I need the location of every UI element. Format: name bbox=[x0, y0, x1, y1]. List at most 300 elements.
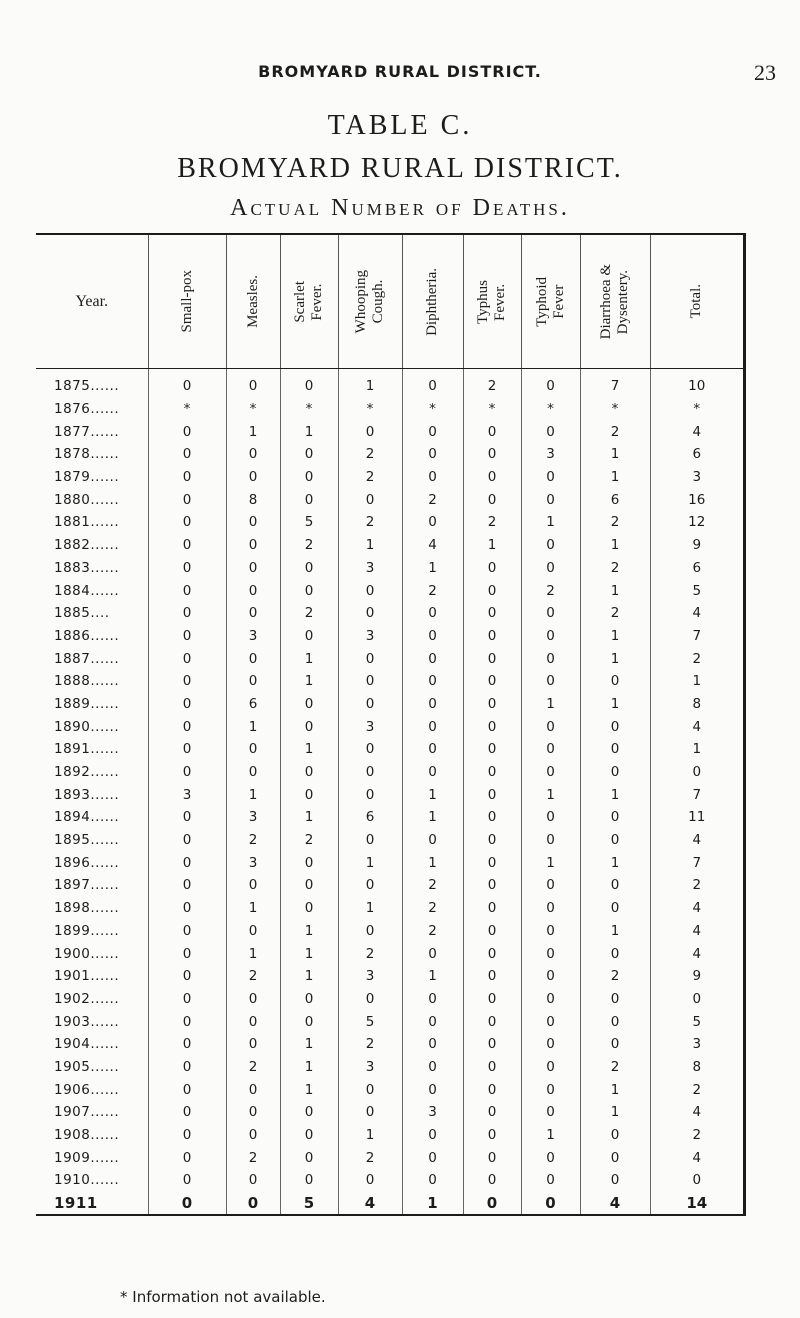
cell-smallpox: 0 bbox=[148, 1078, 226, 1101]
cell-total: 9 bbox=[692, 537, 702, 554]
table-row bbox=[36, 1033, 743, 1056]
cell-scarlet: 1 bbox=[280, 942, 338, 965]
cell-total: 11 bbox=[688, 809, 706, 826]
cell-year: 1877...... bbox=[36, 420, 148, 443]
cell-typhus: 0 bbox=[463, 1169, 521, 1192]
cell-total: 3 bbox=[692, 1036, 702, 1053]
cell-measles: 0 bbox=[226, 670, 280, 693]
cell-diphtheria: 0 bbox=[402, 1078, 463, 1101]
cell-year: 1882...... bbox=[36, 534, 148, 557]
cell-whooping: 2 bbox=[338, 1033, 402, 1056]
cell-measles: 8 bbox=[226, 488, 280, 511]
cell-scarlet: 0 bbox=[280, 466, 338, 489]
cell-scarlet: 0 bbox=[280, 443, 338, 466]
cell-typhoid: 0 bbox=[521, 920, 580, 943]
cell-diarrhoea: 0 bbox=[580, 942, 650, 965]
cell-typhoid: 0 bbox=[521, 466, 580, 489]
cell-typhoid: 0 bbox=[521, 1101, 580, 1124]
cell-year: 1911 bbox=[36, 1192, 148, 1215]
cell-diarrhoea: 2 bbox=[580, 557, 650, 580]
cell-year: 1878...... bbox=[36, 443, 148, 466]
table-row bbox=[36, 534, 743, 557]
table-subtitle: Actual Number of Deaths. bbox=[230, 195, 570, 221]
cell-typhoid: 0 bbox=[521, 1056, 580, 1079]
table-row bbox=[36, 829, 743, 852]
cell-typhus: 0 bbox=[463, 1033, 521, 1056]
cell-typhus: 0 bbox=[463, 693, 521, 716]
footnote: * Information not available. bbox=[120, 1288, 326, 1306]
cell-diarrhoea: 0 bbox=[580, 806, 650, 829]
cell-measles: 3 bbox=[226, 806, 280, 829]
cell-diphtheria: * bbox=[402, 398, 463, 421]
cell-total: 5 bbox=[692, 582, 702, 599]
cell-diarrhoea: 2 bbox=[580, 1056, 650, 1079]
cell-total: 4 bbox=[692, 1149, 702, 1166]
cell-scarlet: 0 bbox=[280, 851, 338, 874]
header-year: Year. bbox=[36, 235, 148, 369]
cell-total: 9 bbox=[692, 968, 702, 985]
cell-diarrhoea: 1 bbox=[580, 783, 650, 806]
cell-total: 4 bbox=[692, 1104, 702, 1121]
cell-typhus: 0 bbox=[463, 625, 521, 648]
cell-typhus: 2 bbox=[463, 369, 521, 398]
cell-total: 5 bbox=[692, 1013, 702, 1030]
cell-whooping: 0 bbox=[338, 874, 402, 897]
cell-scarlet: 2 bbox=[280, 534, 338, 557]
cell-total: 10 bbox=[688, 378, 706, 395]
cell-measles: 1 bbox=[226, 783, 280, 806]
cell-year: 1899...... bbox=[36, 920, 148, 943]
cell-diphtheria: 2 bbox=[402, 897, 463, 920]
cell-scarlet: 1 bbox=[280, 965, 338, 988]
cell-whooping: 4 bbox=[338, 1192, 402, 1215]
table-row bbox=[36, 557, 743, 580]
cell-measles: 0 bbox=[226, 443, 280, 466]
cell-diphtheria: 1 bbox=[402, 965, 463, 988]
cell-whooping: 0 bbox=[338, 920, 402, 943]
cell-whooping: * bbox=[338, 398, 402, 421]
cell-diarrhoea: 0 bbox=[580, 761, 650, 784]
cell-measles: 0 bbox=[226, 1010, 280, 1033]
table-row bbox=[36, 1010, 743, 1033]
cell-total: 0 bbox=[692, 764, 702, 781]
cell-diarrhoea: 1 bbox=[580, 647, 650, 670]
cell-smallpox: 0 bbox=[148, 874, 226, 897]
cell-typhus: 0 bbox=[463, 1101, 521, 1124]
cell-diarrhoea: 0 bbox=[580, 897, 650, 920]
cell-typhoid: 0 bbox=[521, 557, 580, 580]
table-row bbox=[36, 1124, 743, 1147]
cell-diphtheria: 0 bbox=[402, 1010, 463, 1033]
cell-smallpox: 3 bbox=[148, 783, 226, 806]
cell-measles: 1 bbox=[226, 715, 280, 738]
cell-measles: 0 bbox=[226, 534, 280, 557]
cell-diarrhoea: 2 bbox=[580, 420, 650, 443]
table-row bbox=[36, 1101, 743, 1124]
cell-diphtheria: 0 bbox=[402, 1124, 463, 1147]
cell-smallpox: 0 bbox=[148, 1146, 226, 1169]
cell-year: 1894...... bbox=[36, 806, 148, 829]
cell-measles: 0 bbox=[226, 369, 280, 398]
cell-total: 7 bbox=[692, 854, 702, 871]
cell-measles: 0 bbox=[226, 1101, 280, 1124]
cell-smallpox: 0 bbox=[148, 534, 226, 557]
cell-diarrhoea: 1 bbox=[580, 443, 650, 466]
cell-diarrhoea: 0 bbox=[580, 715, 650, 738]
cell-smallpox: 0 bbox=[148, 1033, 226, 1056]
cell-smallpox: 0 bbox=[148, 443, 226, 466]
cell-total: 4 bbox=[692, 900, 702, 917]
cell-typhoid: 1 bbox=[521, 783, 580, 806]
cell-whooping: 0 bbox=[338, 761, 402, 784]
cell-total: 16 bbox=[688, 491, 706, 508]
cell-diarrhoea: 0 bbox=[580, 988, 650, 1011]
cell-diphtheria: 1 bbox=[402, 783, 463, 806]
cell-year: 1880...... bbox=[36, 488, 148, 511]
cell-smallpox: 0 bbox=[148, 557, 226, 580]
header-diphtheria-label: Diphtheria. bbox=[424, 267, 440, 336]
cell-typhus: 1 bbox=[463, 534, 521, 557]
cell-diphtheria: 0 bbox=[402, 942, 463, 965]
header-typhus-label-1: Typhus bbox=[475, 279, 491, 324]
cell-typhus: 0 bbox=[463, 874, 521, 897]
cell-whooping: 0 bbox=[338, 647, 402, 670]
cell-diarrhoea: 1 bbox=[580, 851, 650, 874]
cell-typhus: 0 bbox=[463, 579, 521, 602]
cell-diarrhoea: 1 bbox=[580, 920, 650, 943]
cell-year: 1907...... bbox=[36, 1101, 148, 1124]
header-smallpox bbox=[148, 235, 226, 369]
table-label: TABLE C. bbox=[327, 110, 473, 141]
cell-scarlet: 0 bbox=[280, 897, 338, 920]
cell-smallpox: 0 bbox=[148, 761, 226, 784]
cell-measles: 6 bbox=[226, 693, 280, 716]
cell-measles: 1 bbox=[226, 942, 280, 965]
cell-year: 1891...... bbox=[36, 738, 148, 761]
cell-typhoid: 0 bbox=[521, 488, 580, 511]
header-whooping-label-2: Cough. bbox=[370, 279, 386, 324]
header-whooping-label-1: Whooping bbox=[353, 269, 369, 334]
cell-scarlet: * bbox=[280, 398, 338, 421]
cell-year: 1889...... bbox=[36, 693, 148, 716]
cell-typhus: 0 bbox=[463, 761, 521, 784]
cell-typhus: 0 bbox=[463, 715, 521, 738]
cell-scarlet: 0 bbox=[280, 369, 338, 398]
cell-total: 12 bbox=[688, 514, 706, 531]
cell-scarlet: 1 bbox=[280, 1078, 338, 1101]
cell-diphtheria: 4 bbox=[402, 534, 463, 557]
cell-year: 1898...... bbox=[36, 897, 148, 920]
cell-total: * bbox=[693, 401, 701, 418]
header-typhus bbox=[463, 235, 521, 369]
cell-year: 1884...... bbox=[36, 579, 148, 602]
cell-year: 1893...... bbox=[36, 783, 148, 806]
cell-typhoid: 0 bbox=[521, 534, 580, 557]
cell-typhoid: 3 bbox=[521, 443, 580, 466]
cell-typhoid: 1 bbox=[521, 693, 580, 716]
cell-diphtheria: 0 bbox=[402, 715, 463, 738]
cell-measles: 0 bbox=[226, 602, 280, 625]
cell-year: 1881...... bbox=[36, 511, 148, 534]
cell-typhoid: 0 bbox=[521, 420, 580, 443]
cell-diphtheria: 0 bbox=[402, 511, 463, 534]
cell-scarlet: 1 bbox=[280, 1033, 338, 1056]
cell-diarrhoea: 0 bbox=[580, 874, 650, 897]
cell-total: 2 bbox=[692, 650, 702, 667]
cell-diphtheria: 0 bbox=[402, 602, 463, 625]
cell-year: 1876...... bbox=[36, 398, 148, 421]
cell-diarrhoea: 6 bbox=[580, 488, 650, 511]
header-measles bbox=[226, 235, 280, 369]
cell-diphtheria: 1 bbox=[402, 806, 463, 829]
cell-total: 8 bbox=[692, 695, 702, 712]
cell-diphtheria: 0 bbox=[402, 988, 463, 1011]
cell-whooping: 0 bbox=[338, 602, 402, 625]
table-row bbox=[36, 466, 743, 489]
cell-scarlet: 0 bbox=[280, 1101, 338, 1124]
cell-total: 4 bbox=[692, 922, 702, 939]
cell-year: 1886...... bbox=[36, 625, 148, 648]
cell-measles: 2 bbox=[226, 1146, 280, 1169]
cell-smallpox: 0 bbox=[148, 1124, 226, 1147]
cell-scarlet: 0 bbox=[280, 874, 338, 897]
header-row bbox=[36, 235, 743, 369]
cell-diarrhoea: 1 bbox=[580, 534, 650, 557]
cell-diphtheria: 1 bbox=[402, 557, 463, 580]
cell-smallpox: * bbox=[148, 398, 226, 421]
district-title: BROMYARD RURAL DISTRICT. bbox=[177, 153, 623, 184]
cell-typhus: 0 bbox=[463, 851, 521, 874]
header-typhoid-label-2: Fever bbox=[550, 284, 567, 319]
cell-scarlet: 0 bbox=[280, 783, 338, 806]
table-row bbox=[36, 874, 743, 897]
table-body bbox=[36, 369, 743, 1215]
cell-diarrhoea: 2 bbox=[580, 511, 650, 534]
table-row bbox=[36, 443, 743, 466]
table-row bbox=[36, 647, 743, 670]
cell-diarrhoea: 0 bbox=[580, 1124, 650, 1147]
table-row bbox=[36, 420, 743, 443]
cell-whooping: 0 bbox=[338, 1101, 402, 1124]
cell-whooping: 6 bbox=[338, 806, 402, 829]
cell-scarlet: 0 bbox=[280, 579, 338, 602]
cell-year: 1887...... bbox=[36, 647, 148, 670]
cell-smallpox: 0 bbox=[148, 1101, 226, 1124]
cell-measles: 1 bbox=[226, 420, 280, 443]
cell-year: 1896...... bbox=[36, 851, 148, 874]
cell-smallpox: 0 bbox=[148, 693, 226, 716]
cell-typhus: 2 bbox=[463, 511, 521, 534]
table-row bbox=[36, 988, 743, 1011]
cell-typhoid: 0 bbox=[521, 874, 580, 897]
cell-year: 1904...... bbox=[36, 1033, 148, 1056]
cell-whooping: 1 bbox=[338, 1124, 402, 1147]
cell-measles: 0 bbox=[226, 579, 280, 602]
cell-measles: 1 bbox=[226, 897, 280, 920]
cell-whooping: 2 bbox=[338, 1146, 402, 1169]
cell-diarrhoea: 0 bbox=[580, 1169, 650, 1192]
cell-scarlet: 0 bbox=[280, 557, 338, 580]
cell-typhus: 0 bbox=[463, 466, 521, 489]
cell-diphtheria: 2 bbox=[402, 920, 463, 943]
cell-typhus: 0 bbox=[463, 988, 521, 1011]
cell-diarrhoea: 1 bbox=[580, 625, 650, 648]
cell-measles: 0 bbox=[226, 874, 280, 897]
cell-total: 3 bbox=[692, 469, 702, 486]
cell-typhoid: 0 bbox=[521, 897, 580, 920]
cell-whooping: 0 bbox=[338, 693, 402, 716]
cell-typhus: 0 bbox=[463, 1078, 521, 1101]
cell-whooping: 1 bbox=[338, 534, 402, 557]
cell-whooping: 0 bbox=[338, 488, 402, 511]
cell-typhus: 0 bbox=[463, 965, 521, 988]
cell-diphtheria: 0 bbox=[402, 647, 463, 670]
cell-typhus: * bbox=[463, 398, 521, 421]
table-row bbox=[36, 965, 743, 988]
cell-scarlet: 1 bbox=[280, 920, 338, 943]
cell-smallpox: 0 bbox=[148, 965, 226, 988]
table-row bbox=[36, 942, 743, 965]
cell-smallpox: 0 bbox=[148, 829, 226, 852]
cell-scarlet: 0 bbox=[280, 1124, 338, 1147]
header-typhoid bbox=[521, 235, 580, 369]
table-row bbox=[36, 625, 743, 648]
cell-typhoid: 0 bbox=[521, 602, 580, 625]
cell-total: 1 bbox=[692, 741, 702, 758]
cell-typhoid: 0 bbox=[521, 1078, 580, 1101]
cell-typhoid: 0 bbox=[521, 1192, 580, 1215]
cell-year: 1901...... bbox=[36, 965, 148, 988]
cell-total: 8 bbox=[692, 1058, 702, 1075]
cell-typhus: 0 bbox=[463, 1146, 521, 1169]
cell-typhoid: * bbox=[521, 398, 580, 421]
header-total-label: Total. bbox=[688, 284, 705, 319]
cell-diphtheria: 3 bbox=[402, 1101, 463, 1124]
cell-measles: 0 bbox=[226, 920, 280, 943]
cell-whooping: 5 bbox=[338, 1010, 402, 1033]
cell-scarlet: 5 bbox=[280, 511, 338, 534]
cell-smallpox: 0 bbox=[148, 369, 226, 398]
cell-diarrhoea: 0 bbox=[580, 670, 650, 693]
cell-smallpox: 0 bbox=[148, 1169, 226, 1192]
cell-year: 1875...... bbox=[36, 369, 148, 398]
cell-typhus: 0 bbox=[463, 897, 521, 920]
cell-measles: 0 bbox=[226, 1169, 280, 1192]
cell-scarlet: 1 bbox=[280, 806, 338, 829]
cell-typhus: 0 bbox=[463, 738, 521, 761]
table-row bbox=[36, 670, 743, 693]
cell-typhoid: 0 bbox=[521, 988, 580, 1011]
cell-diarrhoea: 1 bbox=[580, 1101, 650, 1124]
header-scarlet bbox=[280, 235, 338, 369]
cell-total: 2 bbox=[692, 1081, 702, 1098]
cell-year: 1900...... bbox=[36, 942, 148, 965]
cell-measles: 3 bbox=[226, 625, 280, 648]
header-scarlet-label-2: Fever. bbox=[309, 282, 325, 321]
cell-typhus: 0 bbox=[463, 1124, 521, 1147]
cell-whooping: 3 bbox=[338, 1056, 402, 1079]
table-row bbox=[36, 488, 743, 511]
table-row bbox=[36, 1169, 743, 1192]
cell-whooping: 2 bbox=[338, 443, 402, 466]
cell-diphtheria: 0 bbox=[402, 670, 463, 693]
cell-typhus: 0 bbox=[463, 420, 521, 443]
cell-smallpox: 0 bbox=[148, 647, 226, 670]
cell-diphtheria: 0 bbox=[402, 1056, 463, 1079]
cell-smallpox: 0 bbox=[148, 602, 226, 625]
cell-diarrhoea: * bbox=[580, 398, 650, 421]
cell-measles: 0 bbox=[226, 1078, 280, 1101]
cell-whooping: 3 bbox=[338, 715, 402, 738]
cell-whooping: 0 bbox=[338, 1169, 402, 1192]
cell-whooping: 0 bbox=[338, 579, 402, 602]
header-typhus-label-2: Fever. bbox=[492, 282, 508, 321]
cell-smallpox: 0 bbox=[148, 625, 226, 648]
cell-year: 1888...... bbox=[36, 670, 148, 693]
cell-typhus: 0 bbox=[463, 1010, 521, 1033]
cell-diarrhoea: 4 bbox=[580, 1192, 650, 1215]
cell-typhoid: 0 bbox=[521, 647, 580, 670]
cell-typhoid: 0 bbox=[521, 369, 580, 398]
cell-total: 0 bbox=[692, 1172, 702, 1189]
cell-measles: 2 bbox=[226, 1056, 280, 1079]
table-row bbox=[36, 806, 743, 829]
table-row bbox=[36, 920, 743, 943]
cell-measles: 0 bbox=[226, 1192, 280, 1215]
cell-whooping: 3 bbox=[338, 965, 402, 988]
cell-year: 1910...... bbox=[36, 1169, 148, 1192]
cell-typhoid: 0 bbox=[521, 829, 580, 852]
cell-total: 7 bbox=[692, 627, 702, 644]
cell-typhus: 0 bbox=[463, 443, 521, 466]
cell-total: 4 bbox=[692, 832, 702, 849]
cell-diphtheria: 0 bbox=[402, 420, 463, 443]
cell-year: 1892...... bbox=[36, 761, 148, 784]
cell-diphtheria: 0 bbox=[402, 693, 463, 716]
cell-smallpox: 0 bbox=[148, 806, 226, 829]
cell-smallpox: 0 bbox=[148, 738, 226, 761]
cell-whooping: 2 bbox=[338, 511, 402, 534]
cell-measles: 0 bbox=[226, 988, 280, 1011]
cell-diphtheria: 2 bbox=[402, 874, 463, 897]
cell-smallpox: 0 bbox=[148, 1056, 226, 1079]
cell-typhoid: 1 bbox=[521, 851, 580, 874]
cell-typhoid: 0 bbox=[521, 738, 580, 761]
cell-total: 0 bbox=[692, 990, 702, 1007]
cell-smallpox: 0 bbox=[148, 511, 226, 534]
table-row bbox=[36, 1146, 743, 1169]
cell-year: 1905...... bbox=[36, 1056, 148, 1079]
cell-total: 1 bbox=[692, 673, 702, 690]
cell-smallpox: 0 bbox=[148, 988, 226, 1011]
cell-diarrhoea: 0 bbox=[580, 1146, 650, 1169]
cell-whooping: 1 bbox=[338, 369, 402, 398]
cell-smallpox: 0 bbox=[148, 1010, 226, 1033]
cell-typhus: 0 bbox=[463, 920, 521, 943]
header-diarrhoea bbox=[580, 235, 650, 369]
table-row bbox=[36, 511, 743, 534]
cell-total: 2 bbox=[692, 877, 702, 894]
cell-typhoid: 0 bbox=[521, 942, 580, 965]
cell-smallpox: 0 bbox=[148, 488, 226, 511]
cell-whooping: 2 bbox=[338, 942, 402, 965]
cell-scarlet: 2 bbox=[280, 602, 338, 625]
cell-typhus: 0 bbox=[463, 557, 521, 580]
cell-typhoid: 1 bbox=[521, 511, 580, 534]
cell-typhoid: 0 bbox=[521, 1169, 580, 1192]
table-row bbox=[36, 761, 743, 784]
cell-typhus: 0 bbox=[463, 783, 521, 806]
